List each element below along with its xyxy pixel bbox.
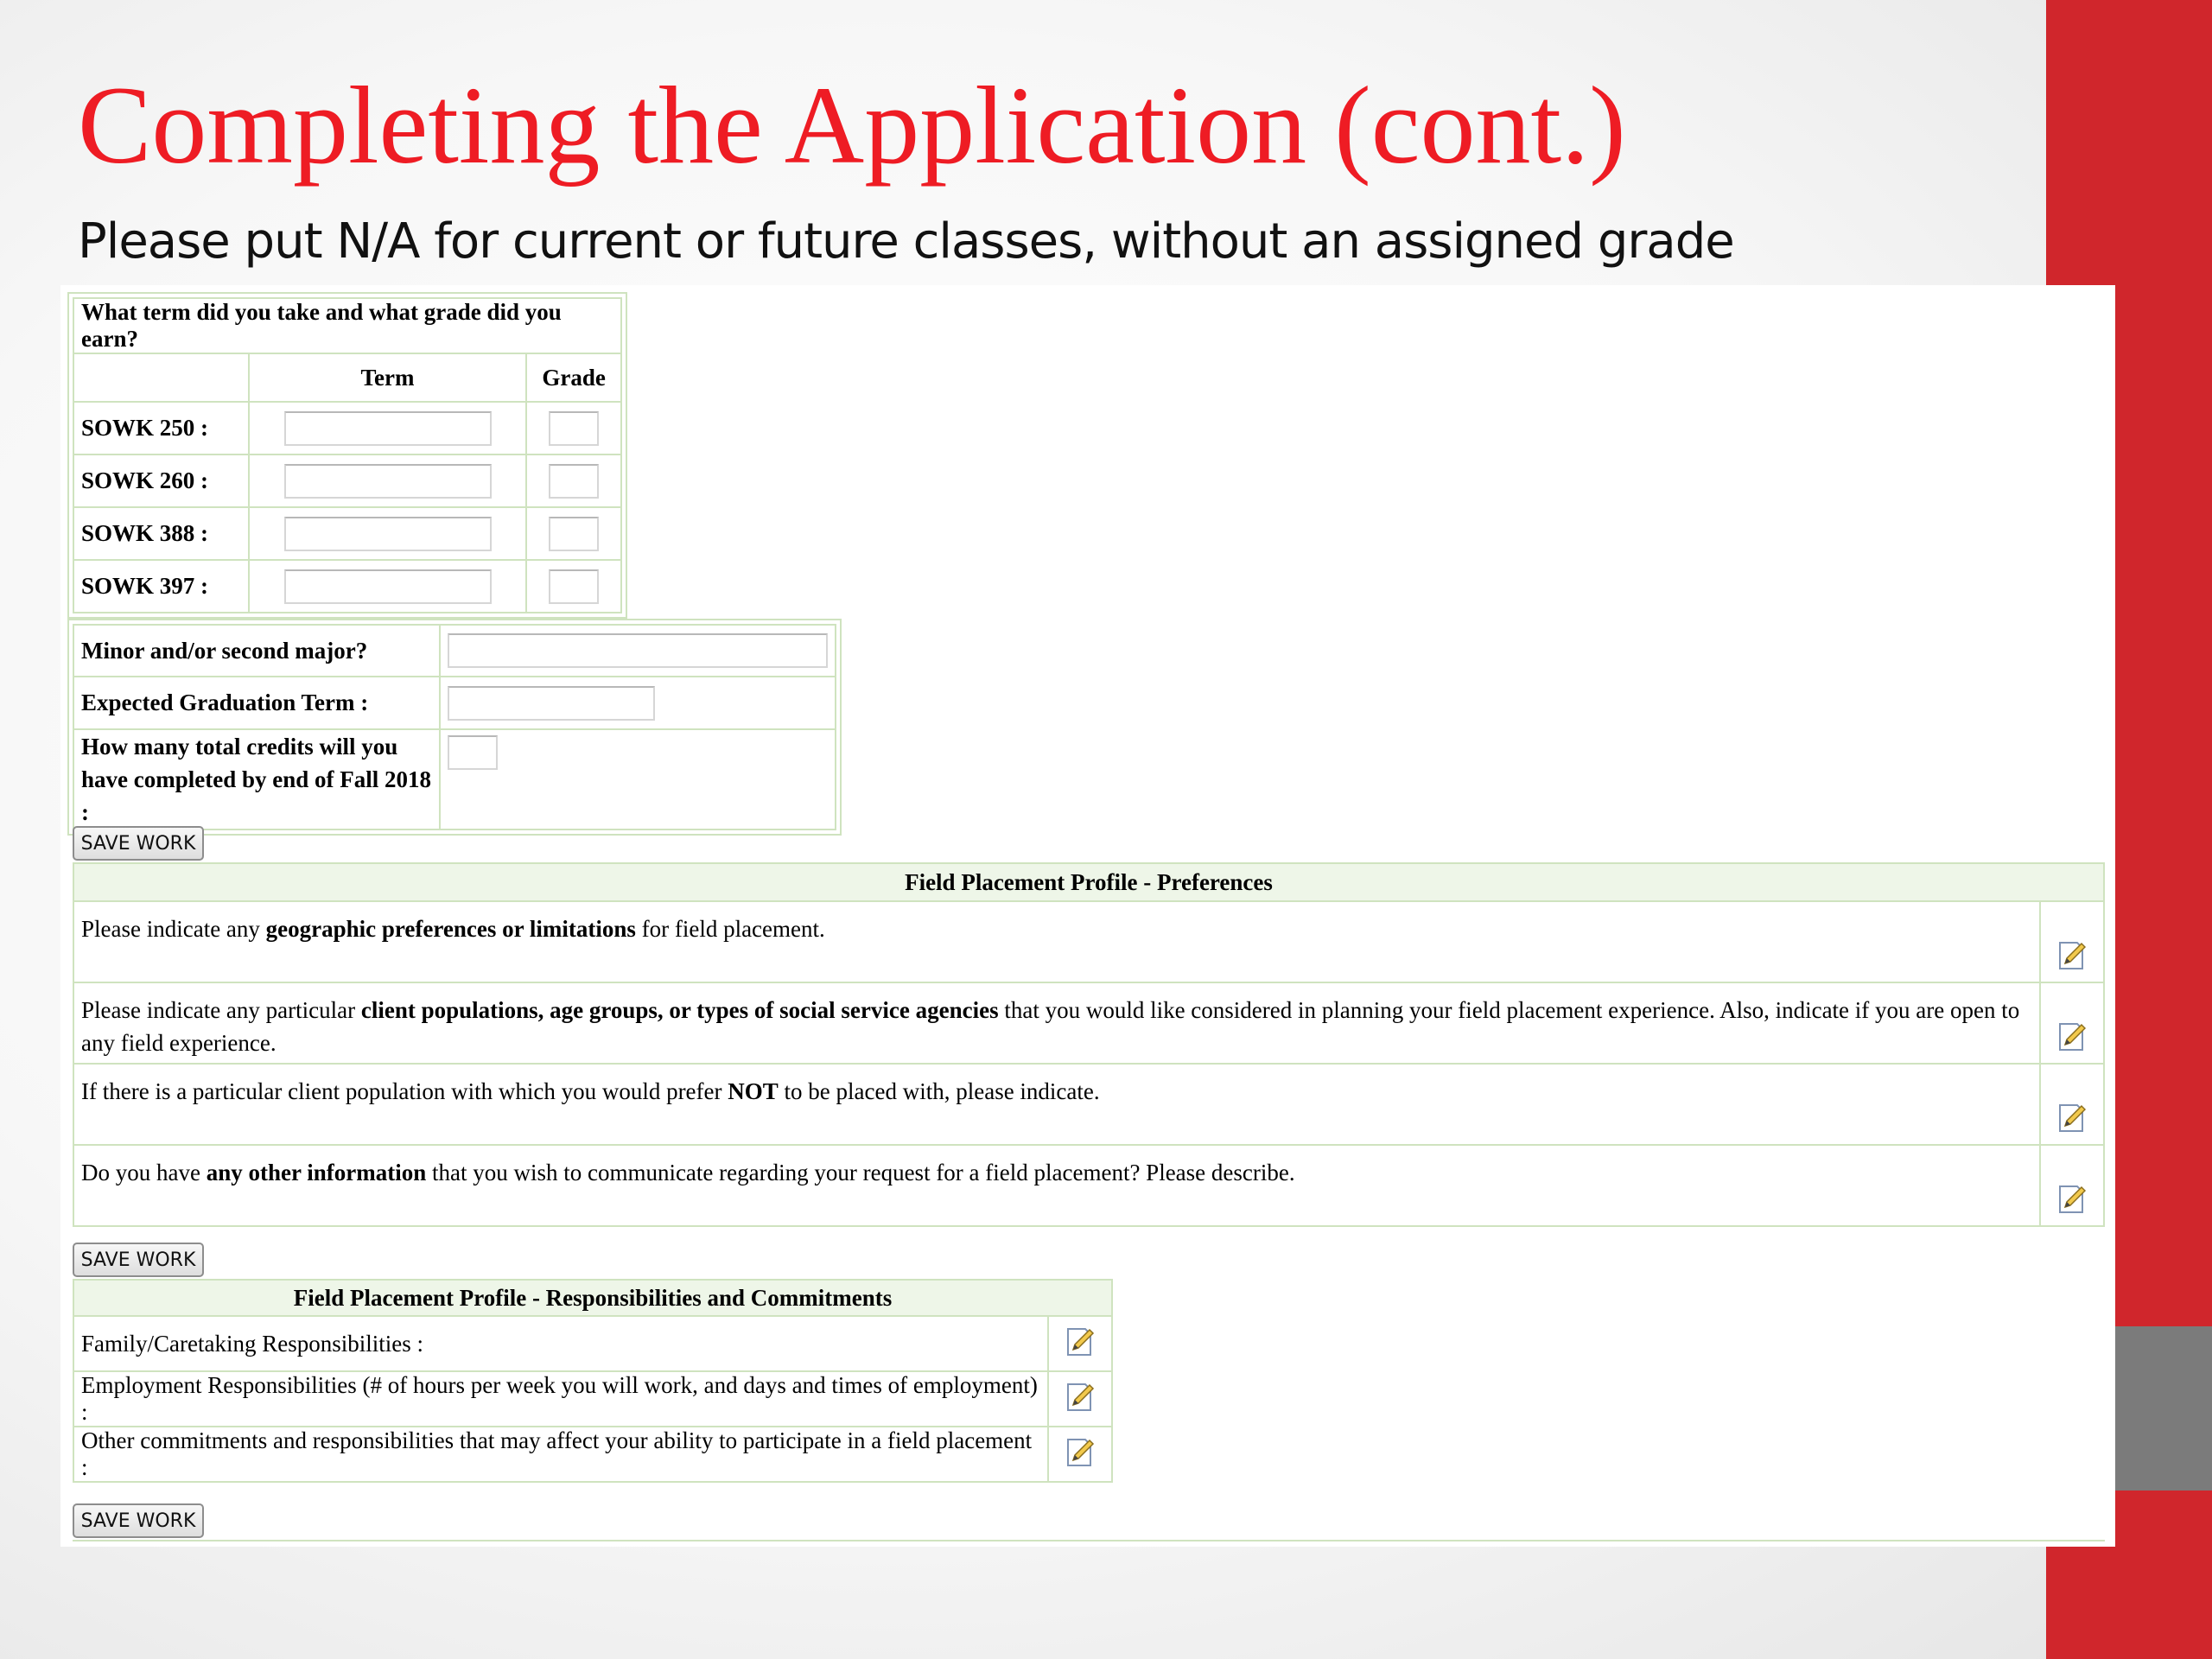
list-item bbox=[73, 982, 2104, 1064]
edit-button[interactable] bbox=[2040, 901, 2104, 982]
edit-icon bbox=[2055, 1019, 2089, 1053]
info-table bbox=[73, 624, 836, 830]
list-item bbox=[73, 1064, 2104, 1145]
slide-title: Completing the Application (cont.) bbox=[78, 64, 1626, 187]
credits-label bbox=[73, 729, 440, 830]
edit-icon bbox=[2055, 1100, 2089, 1135]
list-item bbox=[73, 1427, 1112, 1482]
divider bbox=[73, 1540, 2105, 1541]
course-label: SOWK 397 : bbox=[73, 560, 249, 613]
course-label: SOWK 388 : bbox=[73, 507, 249, 560]
preference-question-geographic: Please indicate any geographic preferences or limitations for field placement. bbox=[73, 901, 2040, 982]
table-row bbox=[73, 560, 621, 613]
minor-input[interactable] bbox=[448, 633, 828, 668]
responsibility-family: Family/Caretaking Responsibilities : bbox=[73, 1316, 1048, 1371]
course-label: SOWK 250 : bbox=[73, 402, 249, 454]
edit-button[interactable] bbox=[2040, 1145, 2104, 1226]
preference-question-not-placed: If there is a particular client population with which you would prefer NOT to be placed with, please indicate. bbox=[73, 1064, 2040, 1145]
edit-icon bbox=[2055, 938, 2089, 972]
preferences-header: Field Placement Profile - Preferences bbox=[73, 863, 2104, 901]
edit-button[interactable] bbox=[1048, 1371, 1112, 1427]
edit-icon bbox=[1063, 1379, 1097, 1414]
courses-table bbox=[73, 297, 622, 613]
grade-input-sowk250[interactable] bbox=[549, 411, 599, 446]
list-item bbox=[73, 1371, 1112, 1427]
credits-input[interactable] bbox=[448, 735, 498, 770]
edit-button[interactable] bbox=[1048, 1316, 1112, 1371]
responsibility-other: Other commitments and responsibilities that may affect your ability to participate in a field placement : bbox=[73, 1427, 1048, 1482]
responsibilities-table bbox=[73, 1279, 1113, 1483]
list-item bbox=[73, 1316, 1112, 1371]
preferences-table bbox=[73, 862, 2105, 1227]
grade-input-sowk260[interactable] bbox=[549, 464, 599, 499]
preference-question-other-info: Do you have any other information that you wish to communicate regarding your request for a field placement? Please describe. bbox=[73, 1145, 2040, 1226]
term-input-sowk388[interactable] bbox=[284, 517, 492, 551]
credits-label-line1: How many total credits will you bbox=[81, 734, 398, 760]
credits-label-line2: have completed by end of Fall 2018 : bbox=[81, 766, 431, 825]
term-input-sowk260[interactable] bbox=[284, 464, 492, 499]
form-screenshot bbox=[60, 285, 2115, 1547]
save-work-button[interactable]: SAVE WORK bbox=[73, 826, 204, 861]
course-label: SOWK 260 : bbox=[73, 454, 249, 507]
term-input-sowk250[interactable] bbox=[284, 411, 492, 446]
edit-button[interactable] bbox=[1048, 1427, 1112, 1482]
slide-subtitle: Please put N/A for current or future classes, without an assigned grade bbox=[78, 213, 1734, 270]
edit-icon bbox=[2055, 1181, 2089, 1216]
list-item bbox=[73, 1145, 2104, 1226]
grade-input-sowk388[interactable] bbox=[549, 517, 599, 551]
term-column-header: Term bbox=[249, 353, 526, 402]
courses-question: What term did you take and what grade did you earn? bbox=[73, 298, 621, 353]
minor-label: Minor and/or second major? bbox=[73, 625, 440, 677]
list-item bbox=[73, 901, 2104, 982]
grade-input-sowk397[interactable] bbox=[549, 569, 599, 604]
edit-button[interactable] bbox=[2040, 982, 2104, 1064]
preference-question-populations: Please indicate any particular client populations, age groups, or types of social service agencies that you would like considered in planning your field placement experience. Also, indicate if you are open to any field experience. bbox=[73, 982, 2040, 1064]
responsibility-employment: Employment Responsibilities (# of hours per week you will work, and days and times of employment) : bbox=[73, 1371, 1048, 1427]
table-row bbox=[73, 454, 621, 507]
save-work-button[interactable]: SAVE WORK bbox=[73, 1503, 204, 1538]
term-input-sowk397[interactable] bbox=[284, 569, 492, 604]
edit-icon bbox=[1063, 1324, 1097, 1358]
table-row bbox=[73, 402, 621, 454]
edit-icon bbox=[1063, 1434, 1097, 1469]
table-row bbox=[73, 507, 621, 560]
responsibilities-header: Field Placement Profile - Responsibilities and Commitments bbox=[73, 1280, 1112, 1316]
graduation-term-label: Expected Graduation Term : bbox=[73, 677, 440, 729]
save-work-button[interactable]: SAVE WORK bbox=[73, 1243, 204, 1277]
grade-column-header: Grade bbox=[526, 353, 621, 402]
graduation-term-input[interactable] bbox=[448, 686, 655, 721]
edit-button[interactable] bbox=[2040, 1064, 2104, 1145]
